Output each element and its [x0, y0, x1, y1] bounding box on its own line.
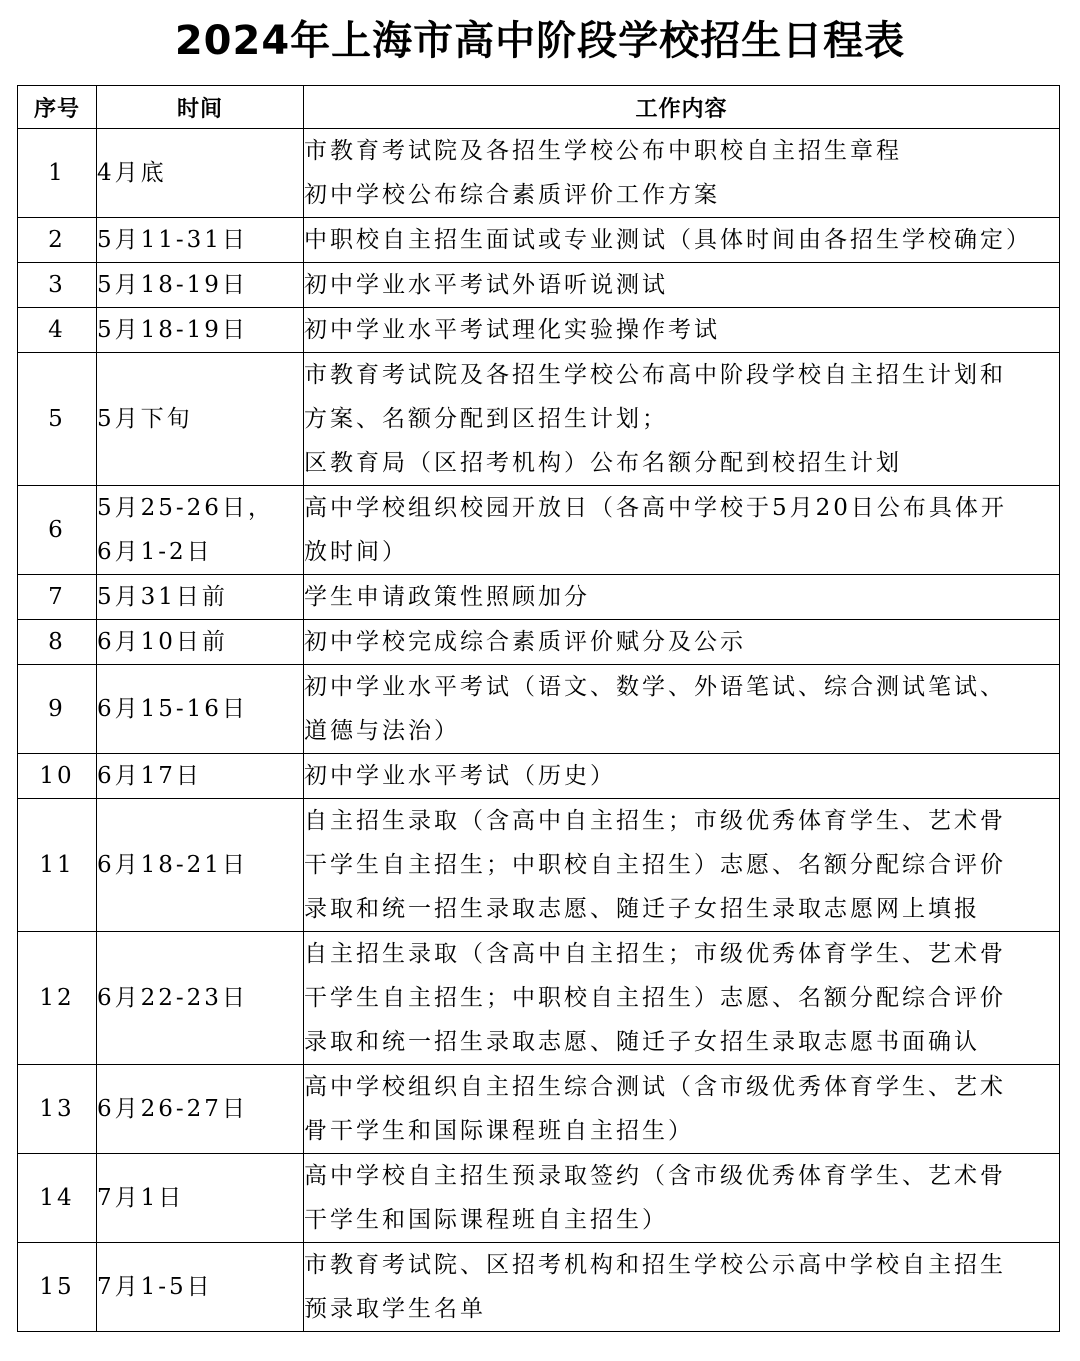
content-line: 方案、名额分配到区招生计划； — [304, 406, 668, 432]
content-line: 初中学校完成综合素质评价赋分及公示 — [304, 629, 746, 655]
content-line: 录取和统一招生录取志愿、随迁子女招生录取志愿网上填报 — [304, 896, 980, 922]
time-line: 7月1日 — [97, 1185, 185, 1211]
table-row — [18, 575, 1060, 620]
row-number: 15 — [18, 1243, 97, 1332]
content-line: 干学生自主招生；中职校自主招生）志愿、名额分配综合评价 — [304, 852, 1006, 878]
header-time: 时间 — [97, 86, 304, 129]
content-line: 高中学校组织校园开放日（各高中学校于5月20日公布具体开 — [304, 495, 1007, 521]
page-title: 2024年上海市高中阶段学校招生日程表 — [174, 18, 906, 64]
row-content — [304, 575, 1060, 620]
time-line: 5月11-31日 — [97, 227, 248, 253]
row-content — [304, 129, 1060, 218]
time-line: 6月17日 — [97, 763, 202, 789]
content-line: 市教育考试院及各招生学校公布高中阶段学校自主招生计划和 — [304, 362, 1006, 388]
row-time — [97, 620, 304, 665]
row-content — [304, 353, 1060, 486]
row-number: 2 — [18, 218, 97, 263]
row-number: 1 — [18, 129, 97, 218]
time-line: 5月18-19日 — [97, 272, 248, 298]
row-time — [97, 353, 304, 486]
content-line: 自主招生录取（含高中自主招生；市级优秀体育学生、艺术骨 — [304, 941, 1006, 967]
row-time — [97, 1154, 304, 1243]
table-row — [18, 218, 1060, 263]
content-line: 初中学业水平考试理化实验操作考试 — [304, 317, 720, 343]
time-line: 6月22-23日 — [97, 985, 248, 1011]
content-line: 初中学业水平考试外语听说测试 — [304, 272, 668, 298]
table-row — [18, 308, 1060, 353]
time-line: 4月底 — [97, 160, 167, 186]
row-number: 3 — [18, 263, 97, 308]
content-line: 区教育局（区招考机构）公布名额分配到校招生计划 — [304, 450, 902, 476]
time-line: 5月下旬 — [97, 406, 193, 432]
row-content — [304, 754, 1060, 799]
table-row — [18, 620, 1060, 665]
row-time — [97, 486, 304, 575]
content-line: 学生申请政策性照顾加分 — [304, 584, 590, 610]
time-line: 6月15-16日 — [97, 696, 248, 722]
time-line: 7月1-5日 — [97, 1274, 213, 1300]
content-line: 录取和统一招生录取志愿、随迁子女招生录取志愿书面确认 — [304, 1029, 980, 1055]
row-content — [304, 932, 1060, 1065]
content-line: 骨干学生和国际课程班自主招生） — [304, 1118, 694, 1144]
content-line: 道德与法治） — [304, 718, 460, 744]
row-content — [304, 263, 1060, 308]
schedule-table — [17, 85, 1060, 1332]
table-header-row — [18, 86, 1060, 129]
time-line: 6月10日前 — [97, 629, 228, 655]
row-time — [97, 263, 304, 308]
table-row — [18, 754, 1060, 799]
row-content — [304, 1065, 1060, 1154]
row-content — [304, 620, 1060, 665]
row-time — [97, 932, 304, 1065]
row-number: 12 — [18, 932, 97, 1065]
table-row — [18, 799, 1060, 932]
table-row — [18, 1154, 1060, 1243]
table-row — [18, 932, 1060, 1065]
content-line: 高中学校组织自主招生综合测试（含市级优秀体育学生、艺术 — [304, 1074, 1006, 1100]
row-number: 13 — [18, 1065, 97, 1154]
time-line: 6月26-27日 — [97, 1096, 248, 1122]
row-content — [304, 665, 1060, 754]
content-line: 市教育考试院及各招生学校公布中职校自主招生章程 — [304, 138, 902, 164]
row-time — [97, 665, 304, 754]
content-line: 中职校自主招生面试或专业测试（具体时间由各招生学校确定） — [304, 227, 1032, 253]
row-time — [97, 218, 304, 263]
content-line: 初中学业水平考试（语文、数学、外语笔试、综合测试笔试、 — [304, 674, 1006, 700]
table-row — [18, 129, 1060, 218]
table-row — [18, 353, 1060, 486]
row-content — [304, 308, 1060, 353]
content-line: 自主招生录取（含高中自主招生；市级优秀体育学生、艺术骨 — [304, 808, 1006, 834]
row-number: 14 — [18, 1154, 97, 1243]
table-row — [18, 263, 1060, 308]
table-row — [18, 486, 1060, 575]
content-line: 放时间） — [304, 539, 408, 565]
row-content — [304, 486, 1060, 575]
row-time — [97, 1243, 304, 1332]
time-line: 5月18-19日 — [97, 317, 248, 343]
row-content — [304, 1154, 1060, 1243]
row-number: 10 — [18, 754, 97, 799]
time-line: 5月25-26日， — [97, 495, 274, 521]
row-number: 5 — [18, 353, 97, 486]
row-number: 4 — [18, 308, 97, 353]
content-line: 高中学校自主招生预录取签约（含市级优秀体育学生、艺术骨 — [304, 1163, 1006, 1189]
content-line: 市教育考试院、区招考机构和招生学校公示高中学校自主招生 — [304, 1252, 1006, 1278]
content-line: 初中学业水平考试（历史） — [304, 763, 616, 789]
row-content — [304, 1243, 1060, 1332]
table-row — [18, 1243, 1060, 1332]
row-number: 7 — [18, 575, 97, 620]
row-content — [304, 218, 1060, 263]
content-line: 干学生和国际课程班自主招生） — [304, 1207, 668, 1233]
row-number: 11 — [18, 799, 97, 932]
table-row — [18, 665, 1060, 754]
row-number: 6 — [18, 486, 97, 575]
row-time — [97, 575, 304, 620]
content-line: 干学生自主招生；中职校自主招生）志愿、名额分配综合评价 — [304, 985, 1006, 1011]
time-line: 6月18-21日 — [97, 852, 248, 878]
header-no: 序号 — [18, 86, 97, 129]
content-line: 预录取学生名单 — [304, 1296, 486, 1322]
table-row — [18, 1065, 1060, 1154]
row-time — [97, 129, 304, 218]
row-time — [97, 754, 304, 799]
row-time — [97, 308, 304, 353]
row-time — [97, 1065, 304, 1154]
row-number: 9 — [18, 665, 97, 754]
row-content — [304, 799, 1060, 932]
row-time — [97, 799, 304, 932]
time-line: 6月1-2日 — [97, 539, 213, 565]
time-line: 5月31日前 — [97, 584, 228, 610]
header-content: 工作内容 — [304, 86, 1060, 129]
content-line: 初中学校公布综合素质评价工作方案 — [304, 182, 720, 208]
row-number: 8 — [18, 620, 97, 665]
